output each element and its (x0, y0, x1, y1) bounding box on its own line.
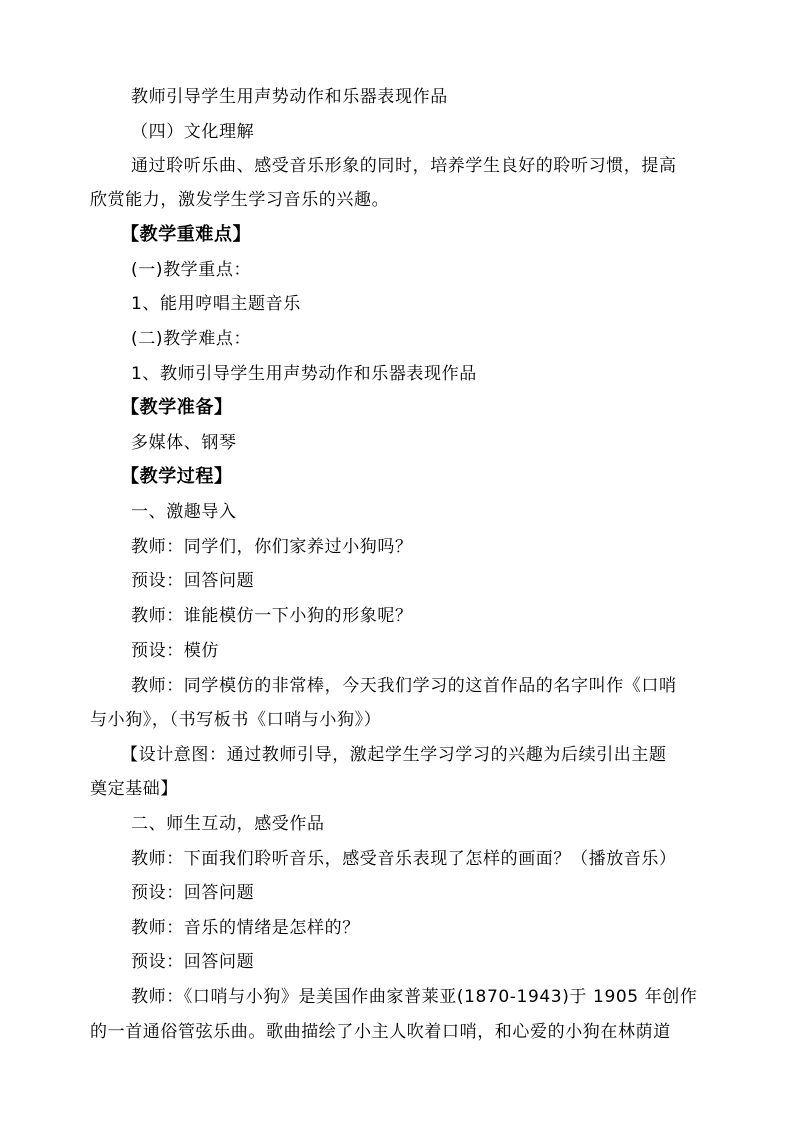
dialogue-line-continuation: 的一首通俗管弦乐曲。歌曲描绘了小主人吹着口哨，和心爱的小狗在林荫道 (90, 1022, 671, 1042)
dialogue-line-continuation: 与小狗》，（书写板书《口哨与小狗》） (90, 710, 382, 730)
dialogue-line: 教师：《口哨与小狗》是美国作曲家普莱亚(1870-1943)于 1905 年创作 (131, 987, 698, 1007)
paragraph: 多媒体、钢琴 (131, 433, 237, 453)
paragraph: 教师引导学生用声势动作和乐器表现作品 (131, 87, 448, 107)
dialogue-line: 教师：音乐的情绪是怎样的？ (131, 918, 360, 938)
step-heading: 二、师生互动，感受作品 (131, 814, 325, 834)
dialogue-line: 教师：谁能模仿一下小狗的形象呢？ (131, 606, 413, 626)
section-heading: 【教学过程】 (121, 466, 233, 487)
section-heading: 【教学重难点】 (121, 224, 252, 245)
design-intent-note-continuation: 奠定基础】 (90, 779, 178, 799)
list-label: (二)教学难点： (131, 329, 252, 349)
dialogue-line: 教师：同学模仿的非常棒，今天我们学习的这首作品的名字叫作《口哨 (131, 676, 677, 696)
design-intent-note: 【设计意图：通过教师引导，激起学生学习学习的兴趣为后续引出主题 (121, 745, 667, 765)
dialogue-line: 教师：同学们，你们家养过小狗吗？ (131, 537, 413, 557)
dialogue-line: 教师：下面我们聆听音乐，感受音乐表现了怎样的画面？（播放音乐） (131, 849, 677, 869)
list-item: 1、能用哼唱主题音乐 (131, 294, 301, 314)
dialogue-line: 预设：回答问题 (131, 571, 255, 591)
paragraph-continuation: 欣赏能力，激发学生学习音乐的兴趣。 (90, 190, 390, 210)
dialogue-line: 预设：回答问题 (131, 952, 255, 972)
dialogue-line: 预设：回答问题 (131, 883, 255, 903)
list-label: (一)教学重点： (131, 260, 252, 280)
section-heading: 【教学准备】 (121, 397, 233, 418)
paragraph: 通过聆听乐曲、感受音乐形象的同时，培养学生良好的聆听习惯，提高 (131, 156, 677, 176)
step-heading: 一、激趣导入 (131, 502, 237, 522)
list-item: 1、教师引导学生用声势动作和乐器表现作品 (131, 364, 477, 384)
dialogue-line: 预设：模仿 (131, 641, 219, 661)
section-subheading: （四）文化理解 (131, 122, 255, 142)
